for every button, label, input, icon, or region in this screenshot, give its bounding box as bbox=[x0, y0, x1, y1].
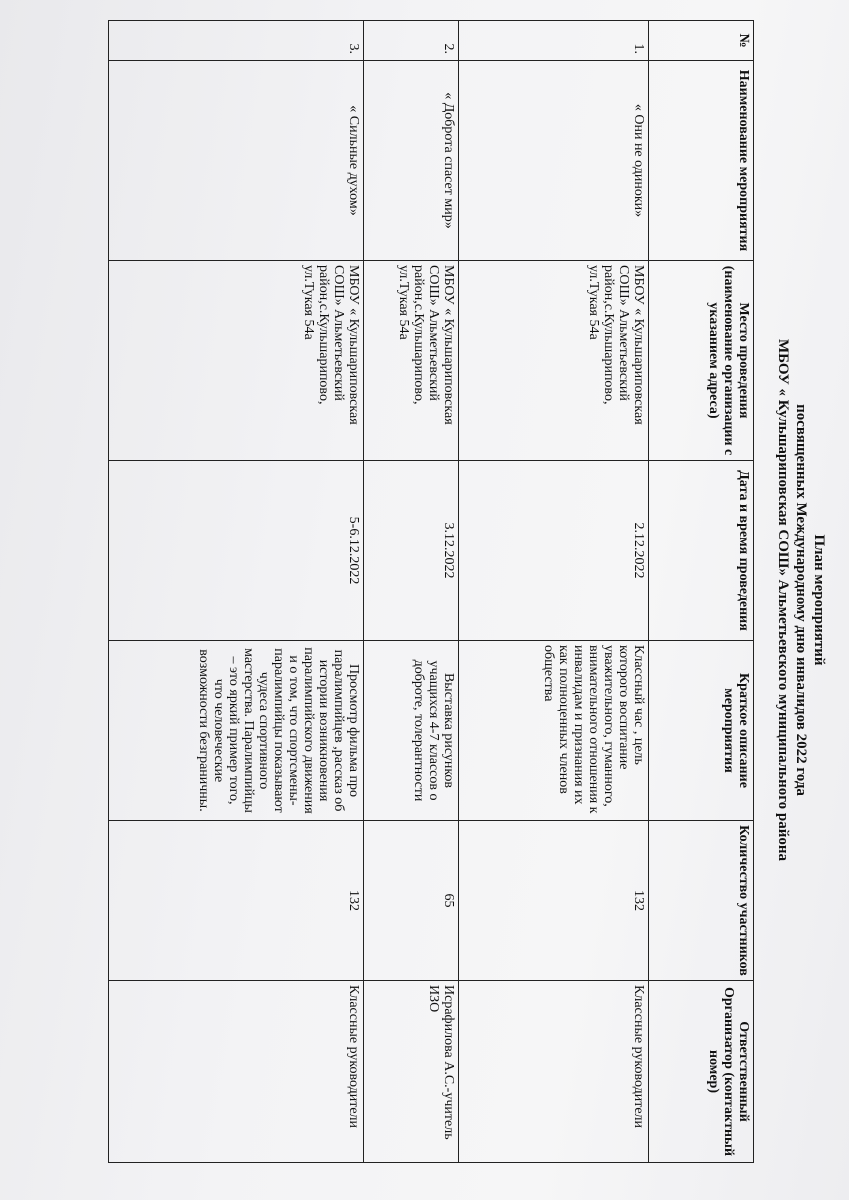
row-description: Классный час , цель которого воспитание уважительного, гуманного, внимательного отношения к инвалидам и признания их как полноценных членов общества bbox=[459, 641, 649, 821]
table-row bbox=[364, 21, 459, 1163]
header-num: № bbox=[649, 21, 754, 61]
events-table bbox=[108, 20, 754, 1163]
document-school: МБОУ « Кульшариповская СОШ» Альметьевского муниципального района bbox=[775, 338, 791, 862]
row-date: 2.12.2022 bbox=[459, 461, 649, 641]
row-count: 132 bbox=[459, 821, 649, 981]
row-count: 132 bbox=[109, 821, 364, 981]
row-place: МБОУ « Кульшариповская СОШ» Альметьевский район,с.Кульшарипово, ул.Тукая 54а bbox=[109, 261, 364, 461]
row-name: « Доброта спасет мир» bbox=[364, 61, 459, 261]
row-description: Просмотр фильма про паралимпийцев ,рассказ об истории возникновения паралимпийского движения и о том, что спортсмены-паралимпийцы показывают чудеса спортивного мастерства. Паралимпийцы – это яркий пример того, что человеческие возможности безграничны. bbox=[109, 641, 364, 821]
header-name: Наименование мероприятия bbox=[649, 61, 754, 261]
row-num: 2. bbox=[364, 21, 459, 61]
header-description: Краткое описание мероприятия bbox=[649, 641, 754, 821]
header-organizer: Ответственный Организатор (контактный номер) bbox=[649, 981, 754, 1163]
header-count: Количество участников bbox=[649, 821, 754, 981]
header-date: Дата и время проведения bbox=[649, 461, 754, 641]
row-date: 5-6.12.2022 bbox=[109, 461, 364, 641]
row-num: 3. bbox=[109, 21, 364, 61]
table-row bbox=[109, 21, 364, 1163]
row-organizer: Классные руководители bbox=[459, 981, 649, 1163]
row-place: МБОУ « Кульшариповская СОШ» Альметьевский район,с.Кульшарипово, ул.Тукая 54а bbox=[459, 261, 649, 461]
table-row bbox=[459, 21, 649, 1163]
row-count: 65 bbox=[364, 821, 459, 981]
row-organizer: Классные руководители bbox=[109, 981, 364, 1163]
row-name: « Сильные духом» bbox=[109, 61, 364, 261]
row-date: 3.12.2022 bbox=[364, 461, 459, 641]
row-description: Выставка рисунков учащихся 4-7 классов о доброте, толерантности bbox=[364, 641, 459, 821]
row-name: « Они не одиноки» bbox=[459, 61, 649, 261]
document-subtitle: посвященных Международному дню инвалидов 2022 года bbox=[793, 404, 809, 796]
header-place: Место проведения (наименование организации с указанием адреса) bbox=[649, 261, 754, 461]
document-title: План мероприятий bbox=[811, 534, 827, 666]
table-header-row bbox=[649, 21, 754, 1163]
row-num: 1. bbox=[459, 21, 649, 61]
row-organizer: Исрафилова А.С.-учитель ИЗО bbox=[364, 981, 459, 1163]
row-place: МБОУ « Кульшариповская СОШ» Альметьевский район,с.Кульшарипово, ул.Тукая 54а bbox=[364, 261, 459, 461]
